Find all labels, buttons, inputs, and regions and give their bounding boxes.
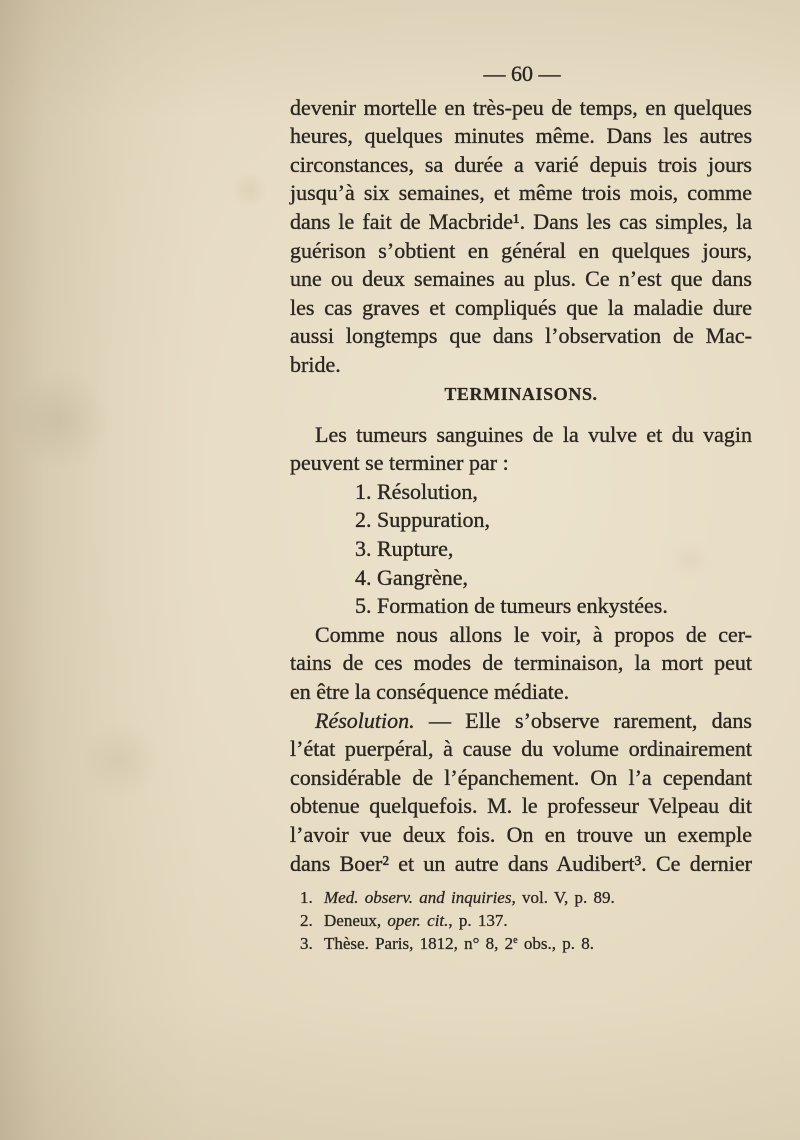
paragraph-line: Les tumeurs sanguines de la vulve et du vagin	[315, 421, 752, 447]
text-block-lower	[290, 421, 752, 879]
footnote-number: 3.	[300, 934, 313, 953]
footnote-number: 1.	[300, 888, 313, 907]
run-in-title: Résolution.	[315, 707, 415, 733]
paragraph-line: obtenue quelquefois. M. le professeur Velpeau dit	[290, 793, 752, 819]
paragraph-line: jusqu’à six semaines, et même trois mois, comme	[290, 180, 752, 206]
footnote-text: obs., p. 8.	[517, 934, 594, 953]
footnote-text: , p. 137.	[448, 911, 508, 930]
paragraph-line: dans le fait de Macbride¹. Dans les cas simples, la	[290, 209, 752, 235]
paragraph-line: les cas graves et compliqués que la maladie dure	[290, 294, 752, 320]
paragraph-line: bride.	[290, 352, 341, 378]
paragraph-line: devenir mortelle en très-peu de temps, en quelques	[290, 94, 752, 120]
footnote	[300, 932, 750, 955]
list-item: 1. Résolution,	[355, 478, 478, 504]
paragraph-line: en être la conséquence médiate.	[290, 679, 570, 705]
footnote	[300, 886, 750, 909]
footnote-text: vol. V, p. 89.	[515, 888, 615, 907]
paragraph-line: aussi longtemps que dans l’observation de Mac-	[290, 323, 752, 349]
section-heading: TERMINAISONS.	[444, 383, 598, 404]
footnote-italic: oper. cit.	[387, 911, 449, 930]
footnotes	[300, 886, 750, 955]
paragraph-line: l’avoir vue deux fois. On en trouve un exemple	[290, 822, 752, 847]
list-item: 5. Formation de tumeurs enkystées.	[355, 593, 668, 619]
paragraph-line: dans Boer² et un autre dans Audibert³. Ce dernier	[290, 850, 752, 876]
footnote-text: Deneux,	[324, 911, 388, 930]
paragraph-line: guérison s’obtient en général en quelques jours,	[290, 237, 752, 263]
paragraph-line: Comme nous allons le voir, à propos de cer-	[315, 621, 752, 647]
footnote-italic: Med. observ. and inquiries,	[324, 888, 516, 907]
paragraph-line: l’état puerpéral, à cause du volume ordinairement	[290, 736, 752, 762]
paragraph-line: considérable de l’épanchement. On l’a cependant	[290, 764, 752, 790]
footnote-number: 2.	[300, 911, 313, 930]
text-block-upper	[290, 94, 752, 409]
footnote	[300, 909, 750, 932]
paragraph-line: tains de ces modes de terminaison, la mort peut	[290, 650, 752, 676]
list-item: 4. Gangrène,	[355, 564, 469, 590]
paragraph-line: circonstances, sa durée a varié depuis trois jours	[290, 151, 752, 177]
page-number: — 60 —	[483, 61, 561, 86]
footnote-superscript: e	[513, 935, 518, 946]
footnote-text: Thèse. Paris, 1812, n° 8, 2	[324, 934, 514, 953]
list-item: 2. Suppuration,	[355, 507, 491, 533]
paragraph-line: une ou deux semaines au plus. Ce n’est que dans	[290, 266, 752, 292]
paragraph-line-text: — Elle s’observe rarement, dans	[414, 707, 752, 733]
paragraph-line: heures, quelques minutes même. Dans les autres	[290, 123, 752, 149]
list-item: 3. Rupture,	[355, 536, 454, 562]
paragraph-line: peuvent se terminer par :	[290, 450, 509, 476]
paragraph-line	[290, 707, 752, 736]
